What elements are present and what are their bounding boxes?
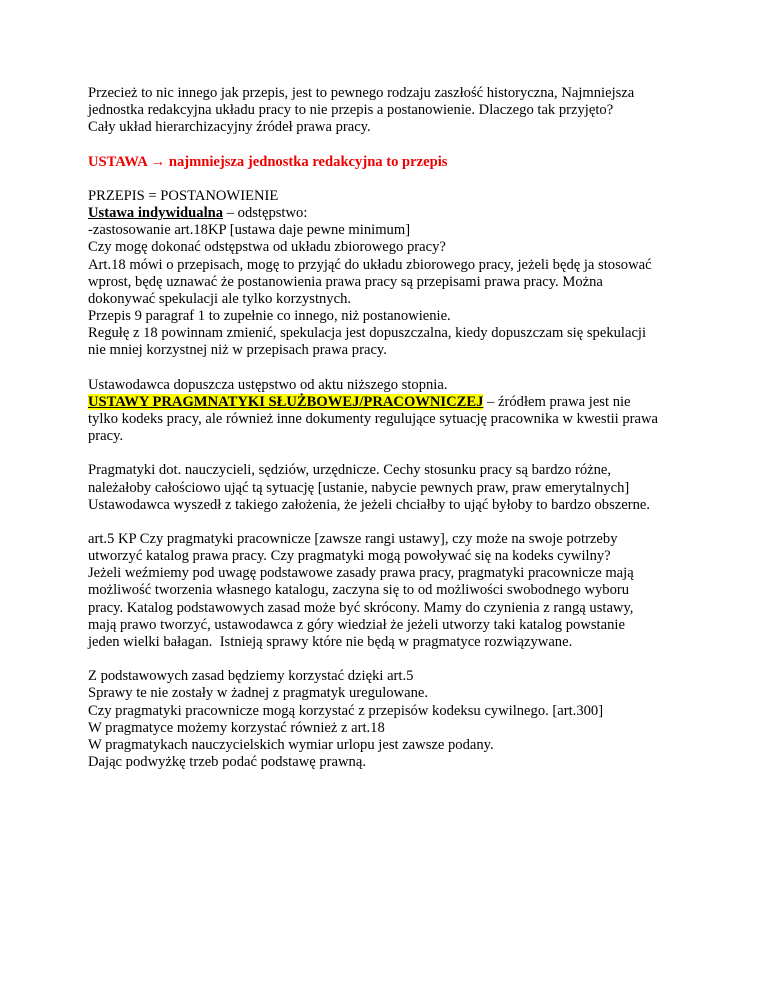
text-line xyxy=(88,257,700,274)
text-line xyxy=(88,102,700,119)
text-line xyxy=(88,119,700,136)
document-body xyxy=(88,85,700,771)
text-run: wprost, będę uznawać że postanowienia prawa pracy są przepisami prawa pracy. Można xyxy=(88,273,603,290)
text-run: Przepis 9 paragraf 1 to zupełnie co innego, niż postanowienie. xyxy=(88,308,451,324)
text-line xyxy=(88,308,700,325)
text-run: -zastosowanie art.18KP [ustawa daje pewne minimum] xyxy=(88,222,411,239)
text-run: Czy mogę dokonać odstępstwa od układu zbiorowego pracy? xyxy=(88,239,446,256)
text-line xyxy=(88,325,700,342)
text-line xyxy=(88,394,700,411)
text-line xyxy=(88,634,700,651)
text-run: Cały układ hierarchizacyjny źródeł prawa pracy. xyxy=(88,119,371,136)
text-run: Dając podwyżkę trzeb podać podstawę prawną. xyxy=(88,754,366,770)
text-line xyxy=(88,462,700,479)
text-run: możliwość tworzenia własnego katalogu, zaczyna się to od możliwości swobodnego wyboru xyxy=(88,582,630,599)
text-run: dokonywać spekulacji ale tylko korzystnych. xyxy=(88,290,352,307)
text-line xyxy=(88,754,700,771)
text-line xyxy=(88,342,700,359)
text-line xyxy=(88,685,700,702)
text-line xyxy=(88,703,700,720)
text-run: pracy. xyxy=(88,428,124,445)
text-run: Ustawodawca dopuszcza ustępstwo od aktu niższego stopnia. xyxy=(88,376,448,393)
text-run: Regułę z 18 powinnam zmienić, spekulacja jest dopuszczalna, kiedy dopuszczam się spekulacji xyxy=(88,325,647,342)
text-line xyxy=(88,565,700,582)
paragraph xyxy=(88,377,700,446)
text-run: Art.18 mówi o przepisach, mogę to przyjąć do układu zbiorowego pracy, jeżeli będę ja stosować xyxy=(88,256,652,273)
text-run: Czy pragmatyki pracownicze mogą korzystać z przepisów kodeksu cywilnego. [art.300] xyxy=(88,702,604,719)
paragraph xyxy=(88,462,700,513)
text-line xyxy=(88,497,700,514)
text-line xyxy=(88,205,700,222)
text-line xyxy=(88,274,700,291)
text-run: PRZEPIS = POSTANOWIENIE xyxy=(88,187,279,204)
text-line xyxy=(88,548,700,565)
text-line xyxy=(88,600,700,617)
heading-red: USTAWA → najmniejsza jednostka redakcyjna to przepis xyxy=(88,153,448,170)
text-line xyxy=(88,480,700,497)
text-line xyxy=(88,377,700,394)
text-line xyxy=(88,582,700,599)
text-line xyxy=(88,668,700,685)
text-line xyxy=(88,222,700,239)
text-line xyxy=(88,737,700,754)
text-run: tylko kodeks pracy, ale również inne dokumenty regulujące sytuację pracownika w kwestii prawa xyxy=(88,410,659,427)
text-line xyxy=(88,531,700,548)
paragraph xyxy=(88,531,700,651)
text-line xyxy=(88,617,700,634)
text-run: pracy. Katalog podstawowych zasad może być skrócony. Mamy do czynienia z rangą ustawy, xyxy=(88,599,634,616)
text-run: jednostka redakcyjna układu pracy to nie przepis a postanowienie. Dlaczego tak przyjęto? xyxy=(88,102,614,119)
text-run: utworzyć katalog prawa pracy. Czy pragmatyki mogą powoływać się na kodeks cywilny? xyxy=(88,548,611,565)
text-line xyxy=(88,428,700,445)
text-line xyxy=(88,720,700,737)
text-line xyxy=(88,154,700,171)
text-run: należałoby całościowo ująć tą sytuację [ustanie, nabycie pewnych praw, praw emerytalnych] xyxy=(88,479,630,496)
text-run: W pragmatykach nauczycielskich wymiar urlopu jest zawsze podany. xyxy=(88,736,494,753)
text-run: – źródłem prawa jest nie xyxy=(483,393,631,410)
text-run: jeden wielki bałagan. Istnieją sprawy które nie będą w pragmatyce rozwiązywane. xyxy=(88,633,573,650)
text-line xyxy=(88,188,700,205)
paragraph xyxy=(88,668,700,771)
text-run: nie mniej korzystnej niż w przepisach prawa pracy. xyxy=(88,342,387,359)
highlighted-term: USTAWY PRAGMNATYKI SŁUŻBOWEJ/PRACOWNICZEJ xyxy=(88,393,484,410)
paragraph xyxy=(88,154,700,171)
text-run: Sprawy te nie zostały w żadnej z pragmatyk uregulowane. xyxy=(88,685,428,702)
text-line xyxy=(88,291,700,308)
text-run: art.5 KP Czy pragmatyki pracownicze [zawsze rangi ustawy], czy może na swoje potrzeby xyxy=(88,530,618,547)
text-line xyxy=(88,85,700,102)
text-run: Z podstawowych zasad będziemy korzystać dzięki art.5 xyxy=(88,668,414,685)
text-run: – odstępstwo: xyxy=(223,205,308,222)
text-run: Pragmatyki dot. nauczycieli, sędziów, urzędnicze. Cechy stosunku pracy są bardzo różne, xyxy=(88,462,612,479)
text-run: Przecież to nic innego jak przepis, jest to pewnego rodzaju zaszłość historyczna, Najmniejsza xyxy=(88,85,635,101)
paragraph xyxy=(88,188,700,360)
paragraph xyxy=(88,85,700,136)
text-run: W pragmatyce możemy korzystać również z art.18 xyxy=(88,719,385,736)
underlined-term: Ustawa indywidualna xyxy=(88,205,224,222)
text-run: Jeżeli weźmiemy pod uwagę podstawowe zasady prawa pracy, pragmatyki pracownicze mają xyxy=(88,565,634,582)
text-run: Ustawodawca wyszedł z takiego założenia, że jeżeli chciałby to ująć byłoby to bardzo obszerne. xyxy=(88,496,651,513)
text-line xyxy=(88,411,700,428)
text-line xyxy=(88,239,700,256)
text-run: mają prawo tworzyć, ustawodawca z góry wiedział że jeżeli utworzy taki katalog powstanie xyxy=(88,616,625,633)
